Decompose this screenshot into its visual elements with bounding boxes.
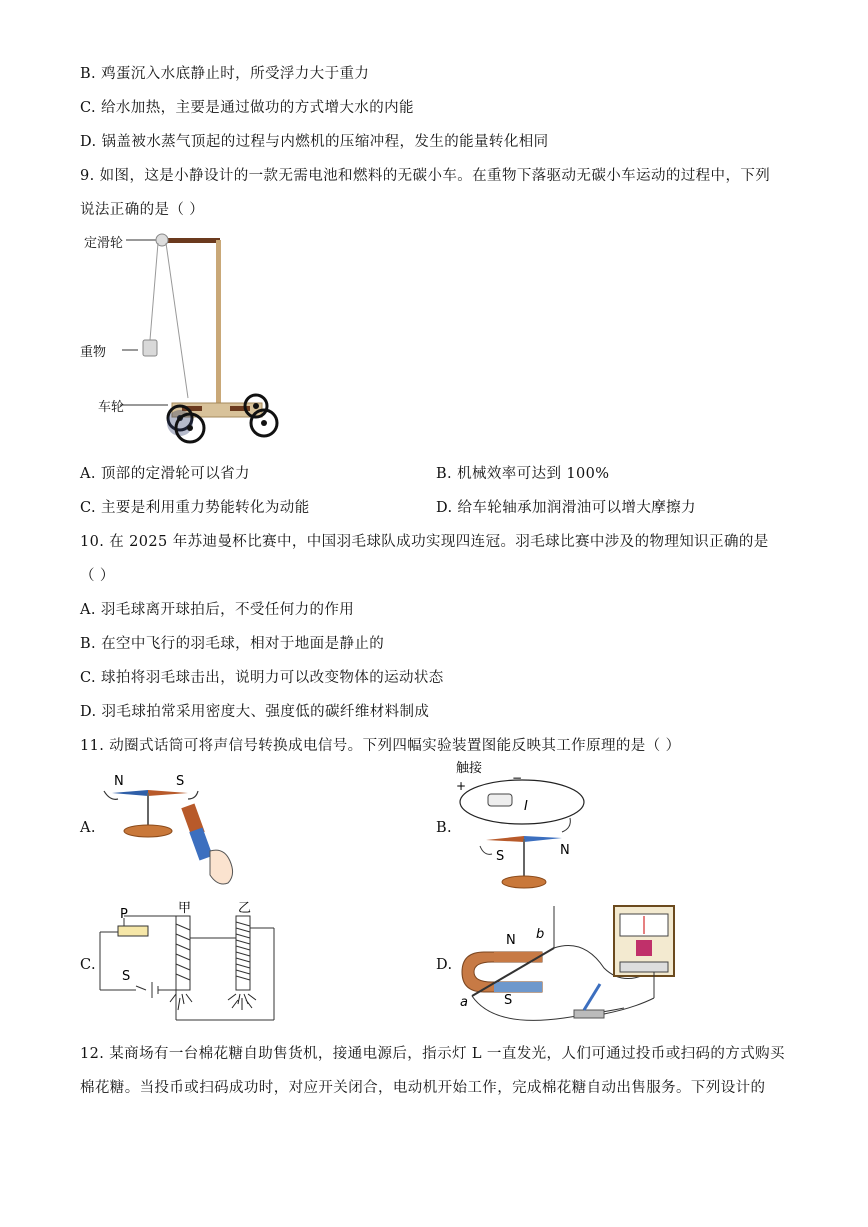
label-p: P <box>120 907 128 922</box>
label-s: S <box>496 849 505 864</box>
q10-stem-line1: 10. 在 2025 年苏迪曼杯比赛中，中国羽毛球队成功实现四连冠。羽毛球比赛中涉及的物理知识正确的是 <box>80 534 769 550</box>
q11-figure-d-generator <box>454 898 684 1028</box>
q9-stem-line2: 说法正确的是（ ） <box>80 202 205 218</box>
label-jia: 甲 <box>178 901 192 916</box>
figure-d-drawing <box>454 898 684 1028</box>
label-s: S <box>176 774 185 789</box>
label-s: S <box>504 993 513 1008</box>
car-drawing <box>80 228 300 448</box>
q11-figure-c-electromagnets <box>96 898 286 1026</box>
label-n: N <box>114 774 124 789</box>
label-n: N <box>506 933 516 948</box>
q11-figure-b-oersted <box>452 758 592 890</box>
label-b: b <box>536 927 545 942</box>
label-touch: 触接 <box>456 761 483 776</box>
figure-a-drawing <box>98 765 248 885</box>
figure-b-drawing <box>452 758 592 890</box>
label-wheel: 车轮 <box>98 400 125 415</box>
q11-option-b: B. <box>436 820 453 836</box>
q10-option-c: C. 球拍将羽毛球击出，说明力可以改变物体的运动状态 <box>80 670 444 686</box>
q9-figure-carbon-free-car <box>80 228 300 448</box>
q11-option-a: A. <box>80 820 96 836</box>
label-yi: 乙 <box>238 901 252 916</box>
q12-stem-line1: 12. 某商场有一台棉花糖自助售货机，接通电源后，指示灯 L 一直发光，人们可通过投币或扫码的方式购买 <box>80 1046 785 1062</box>
label-minus: − <box>512 771 523 785</box>
q11-stem: 11. 动圈式话筒可将声信号转换成电信号。下列四幅实验装置图能反映其工作原理的是（ ） <box>80 738 681 754</box>
q10-stem-line2: （ ） <box>80 568 115 584</box>
label-current: I <box>524 799 528 814</box>
q10-option-a: A. 羽毛球离开球拍后，不受任何力的作用 <box>80 602 355 618</box>
q11-option-d: D. <box>436 957 453 973</box>
label-pulley: 定滑轮 <box>84 236 124 251</box>
figure-c-drawing <box>96 898 286 1026</box>
q9-option-d: D. 给车轮轴承加润滑油可以增大摩擦力 <box>436 500 696 516</box>
q10-option-b: B. 在空中飞行的羽毛球，相对于地面是静止的 <box>80 636 385 652</box>
q8-option-b: B. 鸡蛋沉入水底静止时，所受浮力大于重力 <box>80 66 370 82</box>
q12-stem-line2: 棉花糖。当投币或扫码成功时，对应开关闭合，电动机开始工作，完成棉花糖自动出售服务。下列设计的 <box>80 1080 766 1096</box>
q9-stem-line1: 9. 如图，这是小静设计的一款无需电池和燃料的无碳小车。在重物下落驱动无碳小车运动的过程中，下列 <box>80 168 771 184</box>
q8-option-c: C. 给水加热，主要是通过做功的方式增大水的内能 <box>80 100 414 116</box>
q9-option-a: A. 顶部的定滑轮可以省力 <box>80 466 250 482</box>
q9-option-c: C. 主要是利用重力势能转化为动能 <box>80 500 310 516</box>
label-weight: 重物 <box>80 345 107 360</box>
q10-option-d: D. 羽毛球拍常采用密度大、强度低的碳纤维材料制成 <box>80 704 430 720</box>
label-n: N <box>560 843 570 858</box>
q8-option-d: D. 锅盖被水蒸气顶起的过程与内燃机的压缩冲程，发生的能量转化相同 <box>80 134 549 150</box>
q11-figure-a-compass-magnet <box>98 765 248 885</box>
q9-option-b: B. 机械效率可达到 100% <box>436 466 610 482</box>
q11-option-c: C. <box>80 957 96 973</box>
label-a: a <box>460 995 468 1010</box>
label-plus: + <box>456 779 467 793</box>
label-s: S <box>122 969 131 984</box>
